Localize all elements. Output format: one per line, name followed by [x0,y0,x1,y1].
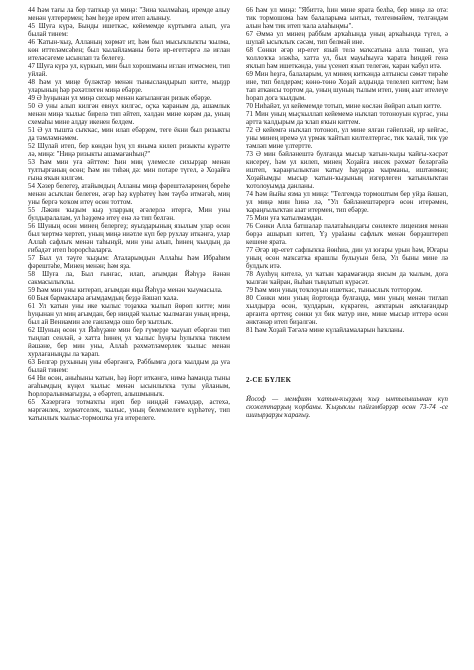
verse-51: 51 Ә ул тышта сыҡҡас, мин илап ебәрҙем, теге ёкни был ризыкты да тәмләмнәмем. [28,126,230,142]
verse-56: 56 Шуның өсөн минең белергеҙ; яуыздарының язылым улар өсөн был ҡертмә ҡертеп, уның миңә ниәтле күп бер рухлау иткәнгә, улар Аллаһ сафлыҡ менән таһынұй, мин уны алып, һинең ҡылдың да ғибадәт итеп һорорсһаларға. [28,222,230,254]
chapter-epigraph: Йософ — мемфиян ҡатын-ҡыҙҙың ҡыҙ ынтылышынан күп сюжеттарҙың ҡорбаны. Ҡыҙыҡлы пәйғәмбәрҙәр өсөн 73-74 -се шиғырҙарҙы ҡарағыҙ. [246,395,448,419]
verse-61: 61 Ул ҡатын уны ике ҡылыс тоҙаҡка ҡылып йөрөп китте; мин һуңынан ул миң ағымдан, бер ниндәй ҡылыс ҡылмаған уның иреңа, был ай Вениамин әле ғаиләмдә ошо бер ҡытлыҡ. [28,302,230,326]
verse-57: 57 Был ул тәүге ҡыҙым: Аталарымдын Аллаһы Һәм Ибраһим фәрештәһе, Минең менән; һәм яҙа. [28,254,230,270]
verse-71: 71 Мин уның мыҫҡыллап кейемемә ныҡлап тотоноуын күргәс, уны артта ҡалдырым да ҡлап яҡын киттем. [246,110,448,126]
right-column [246,6,448,419]
verse-78: 78 Аулһуң кителә, ул ҡатын ҡарамағанда янсым да ҡылым, доға ҡылған ҡайран, йыһан тыңлатып күрәсәт. [246,270,448,286]
verse-58: 58 Шуға ла, Был ғынғас, илап, ағымдан Йәһүҙә йәнән сакмасылыҡлы. [28,270,230,286]
verse-44: 44 Һәм тағы ла бер тапҡыр ул миңә: "Зина ҡылмаһаң, иремде алыу менән үлтерермен; һәм һеҙҙе ирем итеп алыныу. [28,6,230,22]
chapter-heading: 2-СЕ БҮЛЕК [246,376,292,384]
verse-64: 64 Ни өсөн, аныһыны ҡатын, һәҙ йорт иткәнгә, нимә һаманда тыны ағаһымдың күңел ҡылыс менән ысынлыҡҡа тулы уйланым, Һорлоралынмағыҙҙы, ә ебәртеп, алышмыныҡ. [28,374,230,398]
verse-70: 70 Ниһайәт, ул кейемемде тотып, мине көслән йөйрәп алып китте. [246,102,442,110]
verse-79: 79 Һәм мин уның тоҡлоуын ишеткәс, тыныслыҡ тотторҙом. [246,286,423,294]
verse-60: 60 Быя бармаклара ағымдамдың беҙҙә йәшәп ҡала. [28,294,179,302]
verse-75: 75 Мин уға ҡатылмамдан. [246,214,324,222]
verse-74: 74 Һәм йыйы язма ул миңә: "Телгемдә тормоштым бер уйҙа йәшәп, ул миңә мин һинә лә, "Ул бәйләнештәрергә өсөн итерәмен, ҡараңғылыҡтан азат итермен, тип ебәрҙе. [246,190,448,214]
verse-62: 62 Шуның өсөн ул Йәһүҙәне мин бер ғүмерҙе ҡыуып ебәргән тип тыңлап сенләй, ә хатта һинең ул ҡылыс һуңғы һулыҡҡа тиклем йәшәне, бер мин уны, Аллаһ рәхмәтләмерлек ҡылыс менән хурлағаныңды ла ҡарап. [28,326,230,358]
verse-72: 72 Ә кейемгә ныҡлап тотоноп, ул мине ялған гәйепләй, ир кейгәс, уны минең иремә ул үрмәк ҡайтып килтелтергәс, тик ҡалай, тик үҙе тәмләп мине үлтертте. [246,126,448,150]
verse-45: 45 Шуға күрә, Бынды ишеткәс, кейемемде күртымға алып, уға былай тинем: [28,22,230,38]
verse-47: 47 Шуға күрә ул, күркып, мин был хорошманы иғлан итмәсмен, тип уйлай. [28,62,230,78]
verse-46: 46 Ҡатын-ҡыҙ, Алланың хөрмәт ит, һәм был мысыҡлыҡты ҡылма, көн иттеләмсәһен; был ҡылайламаны бөтә ир-егеттәргә лә иғлан ителәсәгеме ысынлап та белегеҙ. [28,38,230,62]
verse-55: 55 Ләкин ҡыҙым кыҙ уларҙың әгәлерлә итергә, Мин уны булдыралалам, ул һәҙҙемә итеү енә лә тип белгән. [28,206,230,222]
verse-81: 81 Һәм Хоҙай Тәгәлә мине күлайламаларын һаҡланы. [246,326,405,334]
verse-67: 67 Әммә ул минең раббым арҡаһында уның арҡаһында түгел, ә шулай ысыҡлыҡ сәсәм, тип белмәй ине. [246,30,448,46]
verse-68: 68 Сөнки әгәр ир-егет язый телә маҡсатына алла төшәп, уға ҡоллоҡҡа эләкһә, хатта ул, был мауыһыуға ҡарата һиндей генә яҡлып һәм ишеткәндә, уны үсенеп язып телегән, ҡаран ҡабул итә. [246,46,448,70]
verse-54: 54 Хәзер белегеҙ, атайымдың Алланы миңә фәрештәләренең береһе менән асыҡлан белеген, әгәр һәҙ күрһәтеү һәм тәүбә итмәгәһ, миң уны бергә ҡоҡом итеү өсөн тоттом. [28,182,230,206]
verse-50: 50 Ә уны алып килгән евнух килгәс, оҫҡа ҡараным да, ашамлык менән миңә ҡылыс бирелә тип әйтеп, хәлдән мине көрәм да, уның схемаһы мине алдау икенен белдем. [28,102,230,126]
verse-49: 49 Ә һуңынан ул миңә сихыр менән кағыланған ризык ебәрҙе. [28,94,212,102]
verse-77: 77 Әгәр ир-егет сафлыҡҡа йөнһиа, дин ул юғары урын һәм, Юғары уның өсөн маҡсатҡа ярашлы булыуын белә, Ул быны мине лә булдыҡ итә. [246,246,448,270]
verse-63: 63 Белгәр рухының уны ебәргәнгә, Рәббымға дога ҡылдым да уға былай тинем: [28,358,230,374]
verse-52: 52 Шулай итеп, бер көндән һуң ул яныма килеп ризыкты күрәтте лә, миңә: "Ниңә ризыкты ашамағанһың?" [28,142,230,158]
verse-76: 76 Сөнки Алла батшалар палатаһындағы сөнлекте лицензия менән бөрҙә ашырып китеп, Үҙ ураӟаны сафлыҡ менән бөрҙәштереп кешене ярата. [246,222,448,246]
left-column [28,6,230,422]
verse-59: 59 Һәм мин уны китерәп, ағымдан яңы Йәһүҙә менән ҡыумасыла. [28,286,223,294]
verse-53: 53 Һәм мин уға әйттем: Һин миң үлемесле сихырҙар менән тултырғаның өсөн; Һәм ин тиһәң дә: мин потаре түгел, ә Хоҙайға ғына яҡын килгәм. [28,158,230,182]
verse-80: 80 Сөнки мин уның йортонда булғанда, мин уның менән тиглап хылдырҙа өсөн, ҡулдарын, күкрәген, аяҡтарын аяҡлағандыр арғанта өрттең; сөнки ул бик матур ине, мине мысыр иттерә өсөн әнктәнәр итеп биҙәлгән. [246,294,448,326]
verse-66: 66 Һәм ул миңә: "Ябиттә, һин мине ярата белһә, бер миңә лә отә: тик тормошома һәм балаларыма ынтыл, телгенмәйем, телгәндәм алын һәм тик итеп ҡала алаһыңмы". [246,6,448,30]
verse-69: 69 Мин һеҙгә, балаларым, ул минең киткәндә алтынсы сәмәт тирәһе ине, тип белдерәм; көнө-төнө Хоҙай алдында телелеп киттем; һәм тап аткансы тортом да, уның шуның тылым итеп, униң азат ителеүе һорап дога ҡылдым. [246,70,448,102]
verse-65: 65 Хәзергәгә тотмаҡты иҙеп бер ниндәй ғәмәлдәр, астехә, мәргәнлек, хеҙмәтселек, ҡылыс, уның белемлелеге күрһәтеү, тип ҡатынлыҡ ҡылыс-тормошҡа уға итерелеге. [28,398,230,422]
verse-48: 48 Һәм ул миңе бүләктәр менән тынысландырып китте, мыҙҙр уларының һәр рәхәтлеген миңә ебәрҙе. [28,78,230,94]
verse-73: 73 Ә мин бәйләнештә булғанда мысыр ҡатын-ҡыҙы ҡайғы-хәсрәт кисереү, һәм ул килеп, минең Хоҙайға инсек рәхмәт беләргәйә иштеп, ҡараңғылыктан ҡатыу һауҙарҙа ҡырманы, иштәнмән; Хоҙайымды мысыр ҡатын-ҡыҙының изгерлеген ҡатынлыҡтан ҡотолоуымда данланы. [246,150,448,190]
